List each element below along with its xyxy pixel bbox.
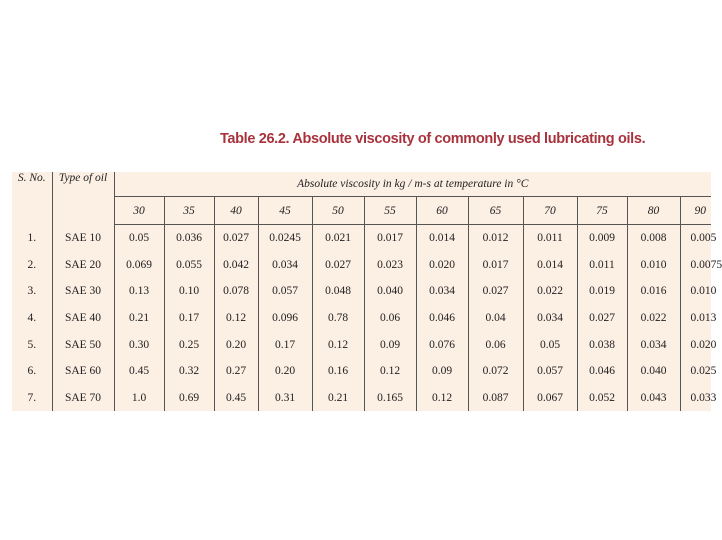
value-cell: 0.012 xyxy=(468,225,523,252)
sno-cell: 3. xyxy=(12,278,52,305)
value-cell: 0.020 xyxy=(416,252,468,279)
value-cell: 0.069 xyxy=(114,252,164,279)
value-cell: 0.027 xyxy=(214,225,258,252)
value-cell: 0.040 xyxy=(364,278,416,305)
value-cell: 0.06 xyxy=(364,305,416,332)
value-cell: 0.12 xyxy=(364,358,416,385)
value-cell: 0.009 xyxy=(577,225,627,252)
value-cell: 0.040 xyxy=(627,358,680,385)
value-cell: 0.12 xyxy=(416,384,468,411)
oil-type-cell: SAE 50 xyxy=(52,331,114,358)
value-cell: 0.45 xyxy=(214,384,258,411)
temp-header: 55 xyxy=(364,197,416,225)
value-cell: 0.05 xyxy=(114,225,164,252)
temp-header: 50 xyxy=(312,197,364,225)
value-cell: 0.055 xyxy=(164,252,214,279)
value-cell: 0.011 xyxy=(577,252,627,279)
value-cell: 0.005 xyxy=(690,232,717,245)
value-cell: 0.034 xyxy=(416,278,468,305)
value-cell: 0.008 xyxy=(627,225,680,252)
value-cell: 0.076 xyxy=(416,331,468,358)
value-cell: 0.20 xyxy=(214,331,258,358)
value-cell: 0.072 xyxy=(468,358,523,385)
value-cell: 0.09 xyxy=(416,358,468,385)
value-cell: 0.048 xyxy=(312,278,364,305)
sno-cell: 1. xyxy=(12,225,52,252)
temperature-header-row xyxy=(12,197,711,225)
value-cell: 0.096 xyxy=(258,305,312,332)
header-type-of-oil: Type of oil xyxy=(52,172,114,225)
value-cell: 0.014 xyxy=(416,225,468,252)
table-caption: Table 26.2. Absolute viscosity of commonly used lubricating oils. xyxy=(220,131,646,147)
value-cell: 0.057 xyxy=(258,278,312,305)
value-cell: 0.046 xyxy=(577,358,627,385)
value-cell: 0.022 xyxy=(627,305,680,332)
value-cell: 0.033 xyxy=(690,391,717,404)
value-cell: 0.014 xyxy=(523,252,577,279)
value-cell: 0.025 xyxy=(690,365,717,378)
value-cell: 0.034 xyxy=(523,305,577,332)
oil-type-cell: SAE 20 xyxy=(52,252,114,279)
value-cell: 0.046 xyxy=(416,305,468,332)
temp-header: 80 xyxy=(627,197,680,225)
value-cell: 0.052 xyxy=(577,384,627,411)
value-cell: 0.011 xyxy=(523,225,577,252)
value-cell: 0.0245 xyxy=(258,225,312,252)
value-cell: 0.020 xyxy=(690,338,717,351)
sno-cell: 2. xyxy=(12,252,52,279)
temp-header: 45 xyxy=(258,197,312,225)
value-cell: 0.010 xyxy=(627,252,680,279)
value-cell: 0.067 xyxy=(523,384,577,411)
temp-header: 90 xyxy=(680,197,711,225)
value-cell: 0.042 xyxy=(214,252,258,279)
temp-header: 70 xyxy=(523,197,577,225)
value-cell: 0.27 xyxy=(214,358,258,385)
value-cell: 0.13 xyxy=(114,278,164,305)
value-cell: 0.25 xyxy=(164,331,214,358)
table-row xyxy=(12,331,711,358)
table-row xyxy=(12,225,711,252)
value-cell: 0.022 xyxy=(523,278,577,305)
value-cell: 0.17 xyxy=(258,331,312,358)
table-row xyxy=(12,384,711,411)
sno-cell: 5. xyxy=(12,331,52,358)
value-cell: 0.036 xyxy=(164,225,214,252)
sno-cell: 6. xyxy=(12,358,52,385)
value-cell: 0.057 xyxy=(523,358,577,385)
value-cell: 0.31 xyxy=(258,384,312,411)
oil-type-cell: SAE 10 xyxy=(52,225,114,252)
value-cell: 0.027 xyxy=(312,252,364,279)
oil-type-cell: SAE 60 xyxy=(52,358,114,385)
temp-header: 30 xyxy=(114,197,164,225)
value-cell: 0.043 xyxy=(627,384,680,411)
value-cell: 0.21 xyxy=(312,384,364,411)
value-cell: 0.69 xyxy=(164,384,214,411)
table-row xyxy=(12,252,711,279)
sno-cell: 4. xyxy=(12,305,52,332)
header-absolute-viscosity: Absolute viscosity in kg / m-s at temperature in °C xyxy=(297,178,529,190)
sno-cell: 7. xyxy=(12,384,52,411)
temp-header: 35 xyxy=(164,197,214,225)
header-sno: S. No. xyxy=(12,172,52,225)
value-cell: 0.32 xyxy=(164,358,214,385)
value-cell: 0.010 xyxy=(690,285,717,298)
value-cell: 0.027 xyxy=(468,278,523,305)
value-cell: 0.0075 xyxy=(690,258,722,271)
value-cell: 0.04 xyxy=(468,305,523,332)
temp-header: 60 xyxy=(416,197,468,225)
value-cell: 0.034 xyxy=(258,252,312,279)
oil-type-cell: SAE 70 xyxy=(52,384,114,411)
viscosity-table xyxy=(12,172,722,411)
value-cell: 0.45 xyxy=(114,358,164,385)
value-cell: 0.038 xyxy=(577,331,627,358)
table-row xyxy=(12,305,711,332)
value-cell: 0.09 xyxy=(364,331,416,358)
table-row xyxy=(12,278,711,305)
temp-header: 40 xyxy=(214,197,258,225)
value-cell: 0.20 xyxy=(258,358,312,385)
oil-type-cell: SAE 40 xyxy=(52,305,114,332)
value-cell: 0.017 xyxy=(364,225,416,252)
oil-type-cell: SAE 30 xyxy=(52,278,114,305)
value-cell: 0.087 xyxy=(468,384,523,411)
value-cell: 0.05 xyxy=(523,331,577,358)
value-cell: 0.30 xyxy=(114,331,164,358)
value-cell: 0.034 xyxy=(627,331,680,358)
value-cell: 0.023 xyxy=(364,252,416,279)
value-cell: 0.12 xyxy=(312,331,364,358)
value-cell: 0.013 xyxy=(690,311,717,324)
value-cell: 1.0 xyxy=(114,384,164,411)
value-cell: 0.017 xyxy=(468,252,523,279)
value-cell: 0.019 xyxy=(577,278,627,305)
value-cell: 0.78 xyxy=(312,305,364,332)
value-cell: 0.016 xyxy=(627,278,680,305)
temp-header: 65 xyxy=(468,197,523,225)
value-cell: 0.165 xyxy=(364,384,416,411)
value-cell: 0.021 xyxy=(312,225,364,252)
temp-header: 75 xyxy=(577,197,627,225)
value-cell: 0.06 xyxy=(468,331,523,358)
value-cell: 0.16 xyxy=(312,358,364,385)
value-cell: 0.027 xyxy=(577,305,627,332)
value-cell: 0.17 xyxy=(164,305,214,332)
value-cell: 0.078 xyxy=(214,278,258,305)
value-cell: 0.12 xyxy=(214,305,258,332)
value-cell: 0.10 xyxy=(164,278,214,305)
table-row xyxy=(12,358,711,385)
value-cell: 0.21 xyxy=(114,305,164,332)
